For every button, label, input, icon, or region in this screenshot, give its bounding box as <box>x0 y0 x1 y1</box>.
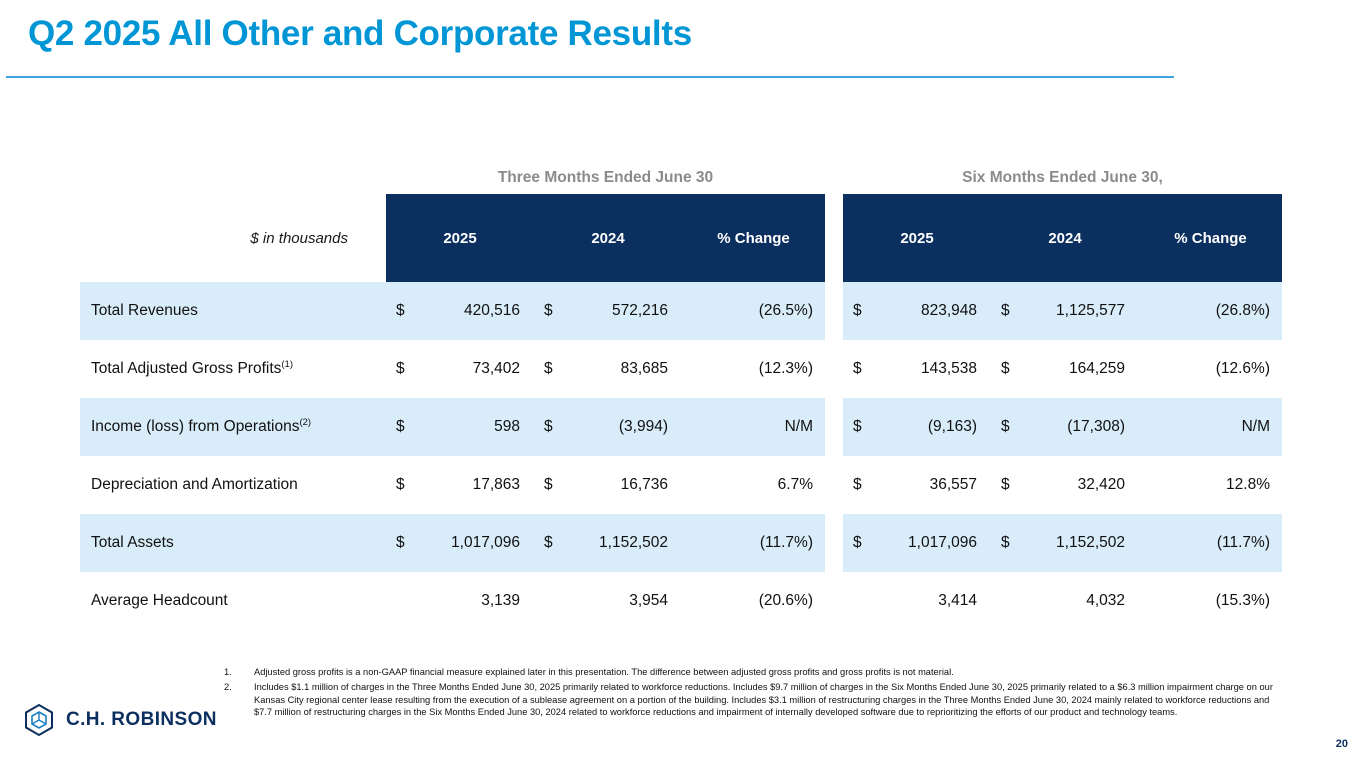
cell-value: 17,863 <box>472 476 520 493</box>
cell-value: 4,032 <box>1086 592 1125 609</box>
cell-q-change: (26.5%) <box>682 282 825 340</box>
currency-symbol: $ <box>853 534 862 551</box>
financial-table <box>80 168 1282 630</box>
currency-symbol: $ <box>396 534 405 551</box>
cell-value: 36,557 <box>929 476 977 493</box>
group-header-three-months: Three Months Ended June 30 <box>497 169 714 186</box>
cell-q-2025 <box>386 282 534 340</box>
cell-h-2024 <box>991 456 1139 514</box>
cell-q-2025 <box>386 398 534 456</box>
page-title: Q2 2025 All Other and Corporate Results <box>28 14 692 53</box>
group-header-spacer <box>80 168 386 194</box>
cell-value: 420,516 <box>463 302 520 319</box>
units-label: $ in thousands <box>250 229 348 247</box>
row-gap <box>825 456 843 514</box>
footnote-number: 1. <box>224 667 232 677</box>
row-label-footnote-ref: (2) <box>299 416 312 428</box>
currency-symbol: $ <box>544 418 553 435</box>
row-label-text: Depreciation and Amortization <box>91 476 298 493</box>
cell-q-2025 <box>386 572 534 630</box>
cell-q-2025 <box>386 340 534 398</box>
cell-h-2024 <box>991 514 1139 572</box>
row-gap <box>825 514 843 572</box>
currency-symbol: $ <box>1001 534 1010 551</box>
header-gap <box>825 194 843 282</box>
currency-symbol: $ <box>544 302 553 319</box>
cell-value: 572,216 <box>611 302 668 319</box>
cell-value: 1,017,096 <box>451 534 520 551</box>
cell-h-2025 <box>843 340 991 398</box>
cell-value: 143,538 <box>920 360 977 377</box>
cell-value: 3,414 <box>938 592 977 609</box>
cell-value: 83,685 <box>620 360 668 377</box>
row-label <box>80 514 386 572</box>
row-label-text: Total Revenues <box>91 302 198 319</box>
cell-value: 823,948 <box>920 302 977 319</box>
cell-h-2025 <box>843 282 991 340</box>
cell-q-2024 <box>534 282 682 340</box>
currency-symbol: $ <box>396 476 405 493</box>
column-header-h-change: % Change <box>1139 194 1282 282</box>
currency-symbol: $ <box>853 476 862 493</box>
table-row <box>80 456 1282 514</box>
financial-table-container <box>80 168 1280 630</box>
table-row <box>80 572 1282 630</box>
currency-symbol: $ <box>396 302 405 319</box>
currency-symbol: $ <box>396 360 405 377</box>
row-label-text: Income (loss) from Operations <box>91 418 300 435</box>
column-header-h-2025: 2025 <box>843 194 991 282</box>
currency-symbol: $ <box>1001 302 1010 319</box>
row-label-text: Total Adjusted Gross Profits <box>91 360 282 377</box>
currency-symbol: $ <box>853 360 862 377</box>
cell-h-change: 12.8% <box>1226 476 1270 493</box>
currency-symbol: $ <box>1001 476 1010 493</box>
cell-value: (9,163) <box>927 418 977 435</box>
row-label <box>80 572 386 630</box>
cell-value: (3,994) <box>618 418 668 435</box>
footnote-item <box>224 666 1284 678</box>
cell-q-2024 <box>534 398 682 456</box>
row-label <box>80 456 386 514</box>
currency-symbol: $ <box>544 360 553 377</box>
cell-h-change: (12.6%) <box>1215 360 1270 377</box>
cell-q-change: (20.6%) <box>758 592 813 609</box>
cell-q-2025 <box>386 456 534 514</box>
cell-h-2025 <box>843 456 991 514</box>
footnote-item <box>224 681 1284 718</box>
table-row <box>80 282 1282 340</box>
currency-symbol: $ <box>396 418 405 435</box>
row-label-text: Total Assets <box>91 534 174 551</box>
cell-q-change: (12.3%) <box>758 360 813 377</box>
currency-symbol: $ <box>544 534 553 551</box>
cell-value: 16,736 <box>620 476 668 493</box>
column-header-q-change: % Change <box>682 194 825 282</box>
cell-h-2024 <box>991 282 1139 340</box>
company-logo <box>22 703 217 737</box>
currency-symbol: $ <box>853 418 862 435</box>
table-row <box>80 398 1282 456</box>
cell-h-2025 <box>843 572 991 630</box>
cell-value: 1,152,502 <box>599 534 668 551</box>
row-label <box>80 340 386 398</box>
footnote-text: Adjusted gross profits is a non-GAAP financial measure explained later in this presentation. The difference between adjusted gross profits and gross profits is not material. <box>254 667 954 677</box>
cell-q-2025 <box>386 514 534 572</box>
cell-h-2024 <box>991 572 1139 630</box>
cell-h-change: (11.7%) <box>1139 514 1282 572</box>
table-row <box>80 514 1282 572</box>
company-name: C.H. ROBINSON <box>66 709 217 730</box>
page-number: 20 <box>1335 738 1348 750</box>
cell-h-2025 <box>843 398 991 456</box>
currency-symbol: $ <box>1001 360 1010 377</box>
cell-value: 3,139 <box>481 592 520 609</box>
cell-h-2025 <box>843 514 991 572</box>
cell-value: 32,420 <box>1077 476 1125 493</box>
cell-q-change: (11.7%) <box>682 514 825 572</box>
row-gap <box>825 282 843 340</box>
row-label <box>80 398 386 456</box>
column-header-h-2024: 2024 <box>991 194 1139 282</box>
cell-q-2024 <box>534 340 682 398</box>
column-header-row <box>80 194 1282 282</box>
cell-h-change: N/M <box>1139 398 1282 456</box>
currency-symbol: $ <box>1001 418 1010 435</box>
cell-value: 598 <box>494 418 520 435</box>
footnotes <box>224 666 1284 721</box>
cell-h-change: (26.8%) <box>1139 282 1282 340</box>
row-label-text: Average Headcount <box>91 592 228 609</box>
currency-symbol: $ <box>544 476 553 493</box>
cell-q-change: N/M <box>682 398 825 456</box>
cell-value: (17,308) <box>1067 418 1125 435</box>
row-gap <box>825 340 843 398</box>
hexagon-logo-icon <box>22 703 56 737</box>
currency-symbol: $ <box>853 302 862 319</box>
table-head <box>80 168 1282 282</box>
row-label <box>80 282 386 340</box>
cell-h-2024 <box>991 398 1139 456</box>
cell-value: 1,152,502 <box>1056 534 1125 551</box>
cell-value: 164,259 <box>1068 360 1125 377</box>
footnote-number: 2. <box>224 682 232 693</box>
cell-value: 1,017,096 <box>908 534 977 551</box>
cell-h-2024 <box>991 340 1139 398</box>
cell-q-2024 <box>534 572 682 630</box>
cell-q-change: 6.7% <box>777 476 813 493</box>
row-label-footnote-ref: (1) <box>281 358 294 370</box>
cell-h-change: (15.3%) <box>1215 592 1270 609</box>
cell-q-2024 <box>534 514 682 572</box>
table-body <box>80 282 1282 630</box>
row-gap <box>825 398 843 456</box>
table-row <box>80 340 1282 398</box>
row-gap <box>825 572 843 630</box>
column-header-q-2024: 2024 <box>534 194 682 282</box>
cell-value: 73,402 <box>472 360 520 377</box>
footnote-text: Includes $1.1 million of charges in the Three Months Ended June 30, 2025 primarily related to workforce reductions. Includes $9.7 million of charges in the Six Months Ended June 30, 2025 primarily related to a $6.3 million impairment charge on our Kansas City regional center lease resulting from the execution of a sublease agreement on a portion of the building. Includes $3.1 million of restructuring charges in the Three Months Ended June 30, 2024 mainly related to workforce reductions and $7.7 million of restructuring charges in the Six Months Ended June 30, 2024 related to workforce reductions and impairment of internally developed software due to reprioritizing the efforts of our product and technology teams. <box>254 682 1273 718</box>
cell-q-2024 <box>534 456 682 514</box>
group-gap <box>825 168 843 194</box>
cell-value: 1,125,577 <box>1056 302 1125 319</box>
title-divider <box>6 76 1174 78</box>
column-header-q-2025: 2025 <box>386 194 534 282</box>
group-header-six-months: Six Months Ended June 30, <box>962 169 1163 186</box>
cell-value: 3,954 <box>629 592 668 609</box>
group-header-row <box>80 168 1282 194</box>
